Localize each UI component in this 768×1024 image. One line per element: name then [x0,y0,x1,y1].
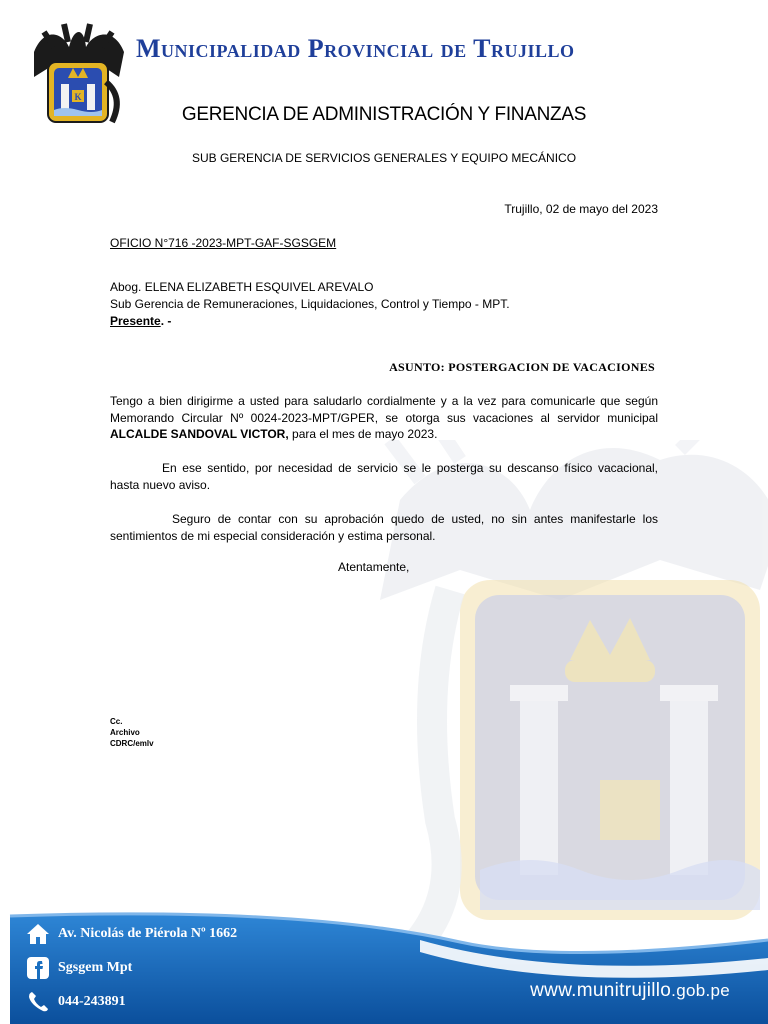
cc-block [110,716,154,749]
home-icon [26,922,50,946]
paragraph-3 [110,511,658,544]
letter-date: Trujillo, 02 de mayo del 2023 [504,202,658,216]
recipient-department: Sub Gerencia de Remuneraciones, Liquidaciones, Control y Tiempo - MPT. [110,297,510,311]
subgerencia-heading: SUB GERENCIA DE SERVICIOS GENERALES Y EQUIPO MECÁNICO [191,151,577,165]
recipient-name: Abog. ELENA ELIZABETH ESQUIVEL AREVALO [110,280,374,294]
org-title: Municipalidad Provincial de Trujillo [136,34,575,63]
footer-facebook[interactable] [26,956,132,980]
gerencia-heading: GERENCIA DE ADMINISTRACIÓN Y FINANZAS [181,104,587,125]
presente-suffix: . - [160,314,172,328]
cc-line: CDRC/emlv [110,739,154,748]
phone-text: 044-243891 [58,994,126,1009]
website-main: www.munitrujillo [530,980,672,1001]
paragraph-1-text-a: Tengo a bien dirigirme a usted para saludarlo cordialmente y a la vez para comunicarle que según Memorando Circular Nº 0024-2023-MPT/GPER, se otorga sus vacaciones al servidor municipal [110,394,658,425]
cc-line: Cc. [110,717,123,726]
paragraph-2 [110,460,658,493]
address-text: Av. Nicolás de Piérola Nº 1662 [58,926,238,941]
facebook-text: Sgsgem Mpt [58,960,133,975]
paragraph-3-text: Seguro de contar con su aprobación quedo de usted, no sin antes manifestarle los sentimientos de mi especial consideración y estima personal. [110,512,658,543]
asunto-line: ASUNTO: POSTERGACION DE VACACIONES [389,360,655,374]
website-tld: .gob.pe [671,981,730,1000]
phone-icon [26,990,50,1014]
facebook-icon [26,956,50,980]
footer-phone [26,990,126,1014]
employee-name: ALCALDE SANDOVAL VICTOR, [110,427,289,441]
oficio-number: OFICIO N°716 -2023-MPT-GAF-SGSGEM [110,236,337,250]
cc-line: Archivo [110,728,140,737]
paragraph-1 [110,393,658,443]
closing: Atentamente, [338,560,410,574]
paragraph-1-text-b: para el mes de mayo 2023. [288,427,438,441]
website-link[interactable] [530,980,730,1002]
footer-address [26,922,237,946]
paragraph-2-text: En ese sentido, por necesidad de servicio se le posterga su descanso físico vacacional, hasta nuevo aviso. [110,461,658,492]
logo-letter: K [74,92,82,102]
presente-line [110,314,171,328]
presente-word: Presente [110,314,161,328]
